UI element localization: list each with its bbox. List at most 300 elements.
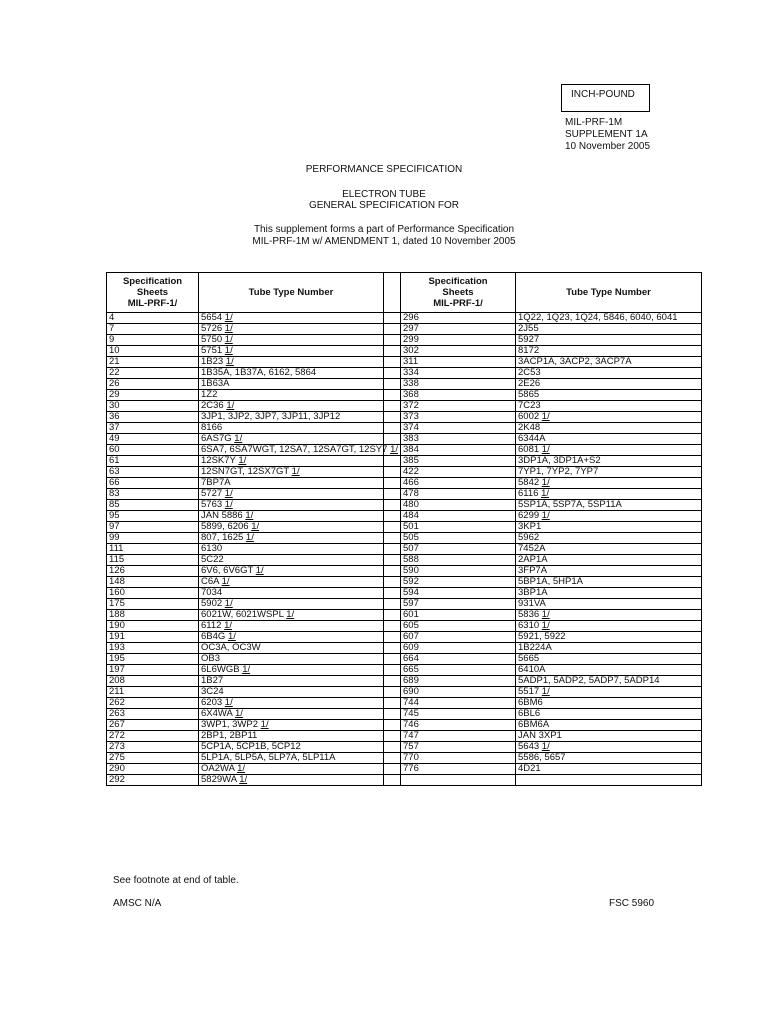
tube-type-text: 5836 [518, 609, 540, 620]
tube-type-cell [199, 511, 384, 522]
spec-sheet-cell: 26 [107, 379, 199, 390]
column-gap [384, 324, 401, 335]
spec-sheet-cell: 175 [107, 599, 199, 610]
tube-type-cell [199, 621, 384, 632]
tube-type-cell [199, 577, 384, 588]
tube-type-text: 6344A [518, 433, 546, 444]
column-gap [384, 273, 401, 313]
table-row [107, 313, 702, 324]
table-row [107, 434, 702, 445]
tube-type-cell [516, 544, 702, 555]
table-row [107, 533, 702, 544]
tube-type-text: 2J55 [518, 323, 539, 334]
tube-type-cell [516, 434, 702, 445]
table-header-row [107, 273, 702, 313]
tube-type-cell [516, 412, 702, 423]
tube-type-text: OC3A, OC3W [201, 642, 261, 653]
column-gap [384, 533, 401, 544]
column-gap [384, 588, 401, 599]
spec-sheet-cell: 211 [107, 687, 199, 698]
column-gap [384, 390, 401, 401]
doc-supplement: SUPPLEMENT 1A [565, 129, 648, 140]
tube-type-text: 5962 [518, 532, 540, 543]
tube-type-text: 3BP1A [518, 587, 548, 598]
spec-sheet-cell: 776 [401, 764, 516, 775]
spec-sheet-cell: 197 [107, 665, 199, 676]
tube-type-text: 12SN7GT, 12SX7GT [201, 466, 290, 477]
tube-type-cell [199, 544, 384, 555]
tube-type-cell [199, 533, 384, 544]
column-gap [384, 731, 401, 742]
tube-type-cell [516, 665, 702, 676]
tube-type-cell [516, 621, 702, 632]
tube-type-text: 1B35A, 1B37A, 6162, 5864 [201, 367, 317, 378]
tube-type-cell [199, 489, 384, 500]
footnote-marker: 1/ [224, 697, 233, 708]
tube-type-text: 2BP1, 2BP11 [201, 730, 258, 741]
tube-type-text: 5927 [518, 334, 540, 345]
spec-sheet-cell: 592 [401, 577, 516, 588]
footnote-marker: 1/ [541, 741, 550, 752]
tube-type-text: 6BL6 [518, 708, 541, 719]
table-row [107, 775, 702, 786]
tube-type-cell [516, 566, 702, 577]
spec-sheet-cell: 588 [401, 555, 516, 566]
tube-type-text: 3KP1 [518, 521, 542, 532]
spec-sheet-cell: 664 [401, 654, 516, 665]
tube-type-text: 3C24 [201, 686, 224, 697]
footnote-marker: 1/ [541, 609, 550, 620]
column-gap [384, 500, 401, 511]
spec-sheet-cell: 10 [107, 346, 199, 357]
tube-type-cell [199, 720, 384, 731]
footnote-marker: 1/ [221, 576, 230, 587]
tube-type-cell [199, 346, 384, 357]
tube-type-text: 5BP1A, 5HP1A [518, 576, 583, 587]
tube-type-text: 6299 [518, 510, 540, 521]
tube-type-cell [199, 632, 384, 643]
tube-type-cell [199, 643, 384, 654]
table-row [107, 423, 702, 434]
tube-type-cell [199, 599, 384, 610]
tube-spec-table [106, 272, 702, 786]
spec-sheet-cell: 61 [107, 456, 199, 467]
table-row [107, 731, 702, 742]
tube-type-text: 1B23 [201, 356, 224, 367]
spec-sheet-cell: 480 [401, 500, 516, 511]
spec-sheet-cell: 22 [107, 368, 199, 379]
tube-type-text: 5586, 5657 [518, 752, 566, 763]
spec-sheet-cell: 746 [401, 720, 516, 731]
spec-sheet-cell: 292 [107, 775, 199, 786]
table-row [107, 500, 702, 511]
tube-type-cell [516, 500, 702, 511]
tube-type-cell [199, 687, 384, 698]
column-gap [384, 654, 401, 665]
tube-type-cell [516, 368, 702, 379]
tube-type-text: 7BP7A [201, 477, 231, 488]
spec-sheet-cell: 273 [107, 742, 199, 753]
tube-type-text: 1Q22, 1Q23, 1Q24, 5846, 6040, 6041 [518, 312, 678, 323]
tube-type-text: 6081 [518, 444, 540, 455]
column-gap [384, 632, 401, 643]
tube-type-cell [199, 753, 384, 764]
footnote-marker: 1/ [541, 510, 550, 521]
spec-sheet-cell: 66 [107, 478, 199, 489]
column-gap [384, 599, 401, 610]
spec-sheet-cell: 605 [401, 621, 516, 632]
tube-type-text: 5726 [201, 323, 223, 334]
table-row [107, 324, 702, 335]
table-row [107, 467, 702, 478]
tube-type-text: 3FP7A [518, 565, 548, 576]
column-gap [384, 775, 401, 786]
tube-type-cell [199, 588, 384, 599]
column-gap [384, 698, 401, 709]
table-row [107, 654, 702, 665]
spec-sheet-cell: 85 [107, 500, 199, 511]
tube-type-text: 6B4G [201, 631, 226, 642]
column-gap [384, 665, 401, 676]
table-row [107, 357, 702, 368]
spec-sheet-cell: 601 [401, 610, 516, 621]
footnote-marker: 1/ [390, 444, 398, 455]
column-gap [384, 412, 401, 423]
tube-type-text: 931VA [518, 598, 546, 609]
footnote-marker: 1/ [227, 631, 236, 642]
spec-sheet-cell: 208 [107, 676, 199, 687]
spec-sheet-cell: 30 [107, 401, 199, 412]
tube-type-cell [199, 368, 384, 379]
tube-type-cell [199, 522, 384, 533]
document-identifier [565, 117, 650, 153]
footnote-marker: 1/ [245, 532, 254, 543]
tube-type-text: 5C22 [201, 554, 224, 565]
tube-type-cell [199, 731, 384, 742]
tube-type-text: OA2WA [201, 763, 235, 774]
table-row [107, 621, 702, 632]
footnote-marker: 1/ [224, 323, 233, 334]
spec-sheet-cell: 609 [401, 643, 516, 654]
footnote-marker: 1/ [260, 719, 269, 730]
tube-type-cell [199, 412, 384, 423]
tube-type-text: 4D21 [518, 763, 541, 774]
spec-sheet-cell: 37 [107, 423, 199, 434]
tube-type-text: 1B27 [201, 675, 224, 686]
spec-sheet-cell: 690 [401, 687, 516, 698]
tube-type-text: 6BM6 [518, 697, 543, 708]
tube-type-text: 1B63A [201, 378, 230, 389]
table-row [107, 412, 702, 423]
spec-sheet-cell: 60 [107, 445, 199, 456]
tube-type-text: 6AS7G [201, 433, 232, 444]
table-row [107, 764, 702, 775]
footnote-marker: 1/ [245, 510, 254, 521]
spec-sheet-cell: 689 [401, 676, 516, 687]
tube-type-cell [516, 720, 702, 731]
column-gap [384, 676, 401, 687]
table-row [107, 643, 702, 654]
tube-type-cell [199, 357, 384, 368]
spec-sheet-cell: 290 [107, 764, 199, 775]
footnote-marker: 1/ [226, 400, 235, 411]
tube-type-cell [199, 555, 384, 566]
spec-type-title: PERFORMANCE SPECIFICATION [305, 164, 463, 175]
tube-type-cell [199, 709, 384, 720]
spec-sheet-cell: 99 [107, 533, 199, 544]
tube-type-text: 6410A [518, 664, 546, 675]
spec-sheet-cell: 275 [107, 753, 199, 764]
column-gap [384, 764, 401, 775]
table-row [107, 335, 702, 346]
table-row [107, 742, 702, 753]
spec-sheet-cell: 299 [401, 335, 516, 346]
tube-type-cell [516, 775, 702, 786]
table-row [107, 445, 702, 456]
tube-type-cell [199, 764, 384, 775]
spec-sheet-cell: 262 [107, 698, 199, 709]
tube-type-text: C6A [201, 576, 219, 587]
tube-type-cell [199, 654, 384, 665]
table-row [107, 720, 702, 731]
spec-sheet-cell: 478 [401, 489, 516, 500]
spec-sheet-cell: 9 [107, 335, 199, 346]
spec-sheet-cell: 384 [401, 445, 516, 456]
tube-type-text: 5727 [201, 488, 223, 499]
table-row [107, 456, 702, 467]
spec-sheet-cell: 21 [107, 357, 199, 368]
tube-type-cell [199, 324, 384, 335]
footnote-marker: 1/ [234, 708, 243, 719]
footnote-marker: 1/ [541, 444, 550, 455]
column-gap [384, 753, 401, 764]
tube-type-text: 5751 [201, 345, 223, 356]
tube-type-text: 807, 1625 [201, 532, 244, 543]
tube-type-cell [516, 753, 702, 764]
tube-type-cell [199, 500, 384, 511]
tube-type-text: 6310 [518, 620, 540, 631]
tube-type-header-left: Tube Type Number [199, 273, 384, 313]
footnote-marker: 1/ [238, 455, 247, 466]
tube-type-text: 7C23 [518, 400, 541, 411]
column-gap [384, 687, 401, 698]
tube-type-cell [199, 335, 384, 346]
tube-type-text: OB3 [201, 653, 221, 664]
tube-type-cell [516, 731, 702, 742]
tube-type-cell [516, 577, 702, 588]
tube-type-cell [199, 444, 398, 456]
spec-sheet-cell: 193 [107, 643, 199, 654]
supplement-note-line1: This supplement forms a part of Performance Specification [253, 224, 515, 235]
tube-type-text: 5654 [201, 312, 223, 323]
tube-type-cell [516, 555, 702, 566]
tube-type-text: 6002 [518, 411, 540, 422]
tube-type-cell [516, 599, 702, 610]
column-gap [384, 643, 401, 654]
spec-sheet-cell: 148 [107, 577, 199, 588]
tube-type-cell [199, 390, 384, 401]
amsc-label: AMSC N/A [113, 898, 162, 909]
tube-type-cell [516, 478, 702, 489]
tube-type-cell [199, 610, 384, 621]
tube-type-text: 5665 [518, 653, 540, 664]
spec-sheet-cell: 466 [401, 478, 516, 489]
supplement-note-line2: MIL-PRF-1M w/ AMENDMENT 1, dated 10 November 2005 [252, 236, 516, 247]
tube-type-text: 7452A [518, 543, 546, 554]
spec-sheet-cell: 422 [401, 467, 516, 478]
column-gap [384, 335, 401, 346]
spec-sheet-cell: 36 [107, 412, 199, 423]
tube-type-cell [516, 643, 702, 654]
spec-sheet-cell [401, 775, 516, 786]
tube-type-text: 5SP1A, 5SP7A, 5SP11A [518, 499, 622, 510]
spec-sheet-cell: 594 [401, 588, 516, 599]
tube-type-text: 2AP1A [518, 554, 548, 565]
table-row [107, 709, 702, 720]
tube-type-cell [199, 665, 384, 676]
tube-type-text: 6BM6A [518, 719, 550, 730]
footnote-marker: 1/ [224, 620, 233, 631]
tube-type-text: 5643 [518, 741, 540, 752]
spec-sheets-header-left: Specification Sheets MIL-PRF-1/ [107, 273, 199, 313]
footnote-marker: 1/ [541, 477, 550, 488]
tube-type-cell [199, 676, 384, 687]
tube-type-text: 6130 [201, 543, 223, 554]
table-row [107, 753, 702, 764]
footnote-marker: 1/ [242, 664, 251, 675]
spec-sheet-cell: 597 [401, 599, 516, 610]
tube-type-text: 3ACP1A, 3ACP2, 3ACP7A [518, 356, 632, 367]
spec-sheet-cell: 7 [107, 324, 199, 335]
tube-type-text: 5750 [201, 334, 223, 345]
tube-type-text: 1B224A [518, 642, 552, 653]
tube-type-cell [516, 632, 702, 643]
spec-sheet-cell: 191 [107, 632, 199, 643]
tube-type-cell [516, 324, 702, 335]
table-row [107, 346, 702, 357]
tube-type-cell [199, 379, 384, 390]
table-row [107, 687, 702, 698]
table-row [107, 390, 702, 401]
tube-type-text: 6L6WGB [201, 664, 240, 675]
footnote-marker: 1/ [224, 598, 233, 609]
tube-type-cell [516, 489, 702, 500]
column-gap [384, 368, 401, 379]
tube-type-text: 5ADP1, 5ADP2, 5ADP7, 5ADP14 [518, 675, 660, 686]
spec-sheet-cell: 757 [401, 742, 516, 753]
tube-type-cell [199, 313, 384, 324]
footnote-note: See footnote at end of table. [113, 875, 239, 886]
tube-type-cell [199, 478, 384, 489]
tube-type-cell [516, 676, 702, 687]
column-gap [384, 610, 401, 621]
tube-type-text: JAN 3XP1 [518, 730, 562, 741]
tube-type-text: 5829WA [201, 774, 237, 785]
spec-sheet-cell: 373 [401, 412, 516, 423]
spec-sheet-cell: 501 [401, 522, 516, 533]
footnote-marker: 1/ [224, 334, 233, 345]
tube-type-cell [516, 698, 702, 709]
tube-type-cell [516, 742, 702, 753]
tube-type-cell [516, 456, 702, 467]
tube-type-cell [516, 511, 702, 522]
tube-type-cell [199, 467, 384, 478]
tube-type-cell [516, 335, 702, 346]
table-row [107, 489, 702, 500]
footnote-marker: 1/ [291, 466, 300, 477]
column-gap [384, 522, 401, 533]
spec-sheet-cell: 590 [401, 566, 516, 577]
table-row [107, 379, 702, 390]
tube-type-text: 5CP1A, 5CP1B, 5CP12 [201, 741, 301, 752]
tube-type-cell [516, 709, 702, 720]
spec-sheet-cell: 745 [401, 709, 516, 720]
footnote-marker: 1/ [286, 609, 295, 620]
footnote-marker: 1/ [224, 312, 233, 323]
column-gap [384, 313, 401, 324]
spec-sheet-cell: 195 [107, 654, 199, 665]
tube-type-text: 6X4WA [201, 708, 233, 719]
spec-sheet-cell: 267 [107, 720, 199, 731]
column-gap [384, 434, 401, 445]
footnote-marker: 1/ [224, 488, 233, 499]
tube-type-text: 5517 [518, 686, 540, 697]
spec-sheet-cell: 296 [401, 313, 516, 324]
tube-type-text: 6SA7, 6SA7WGT, 12SA7, 12SA7GT, 12SY7 [201, 444, 388, 455]
table-row [107, 544, 702, 555]
spec-sheet-cell: 665 [401, 665, 516, 676]
tube-type-text: 6203 [201, 697, 223, 708]
column-gap [384, 478, 401, 489]
table-row [107, 698, 702, 709]
tube-type-cell [516, 467, 702, 478]
table-row [107, 522, 702, 533]
tube-type-text: 2C53 [518, 367, 541, 378]
tube-type-cell [199, 401, 384, 412]
spec-sheet-cell: 95 [107, 511, 199, 522]
tube-type-text: 3JP1, 3JP2, 3JP7, 3JP11, 3JP12 [201, 411, 341, 422]
table-row [107, 632, 702, 643]
tube-type-cell [516, 346, 702, 357]
spec-sheet-cell: 334 [401, 368, 516, 379]
column-gap [384, 621, 401, 632]
tube-type-cell [516, 522, 702, 533]
footnote-marker: 1/ [541, 686, 550, 697]
footnote-marker: 1/ [224, 345, 233, 356]
tube-type-text: 7YP1, 7YP2, 7YP7 [518, 466, 599, 477]
table-row [107, 511, 702, 522]
spec-sheet-cell: 507 [401, 544, 516, 555]
tube-type-text: 5902 [201, 598, 223, 609]
table-row [107, 478, 702, 489]
tube-type-cell [199, 566, 384, 577]
column-gap [384, 566, 401, 577]
footnote-marker: 1/ [255, 565, 264, 576]
spec-subtitle: GENERAL SPECIFICATION FOR [308, 200, 460, 211]
column-gap [384, 709, 401, 720]
footnote-marker: 1/ [239, 774, 248, 785]
spec-sheet-cell: 4 [107, 313, 199, 324]
column-gap [384, 489, 401, 500]
table-row [107, 368, 702, 379]
column-gap [384, 720, 401, 731]
tube-type-cell [516, 764, 702, 775]
footnote-marker: 1/ [251, 521, 260, 532]
footnote-marker: 1/ [224, 499, 233, 510]
tube-type-cell [516, 423, 702, 434]
doc-date: 10 November 2005 [565, 141, 651, 152]
spec-sheet-cell: 338 [401, 379, 516, 390]
